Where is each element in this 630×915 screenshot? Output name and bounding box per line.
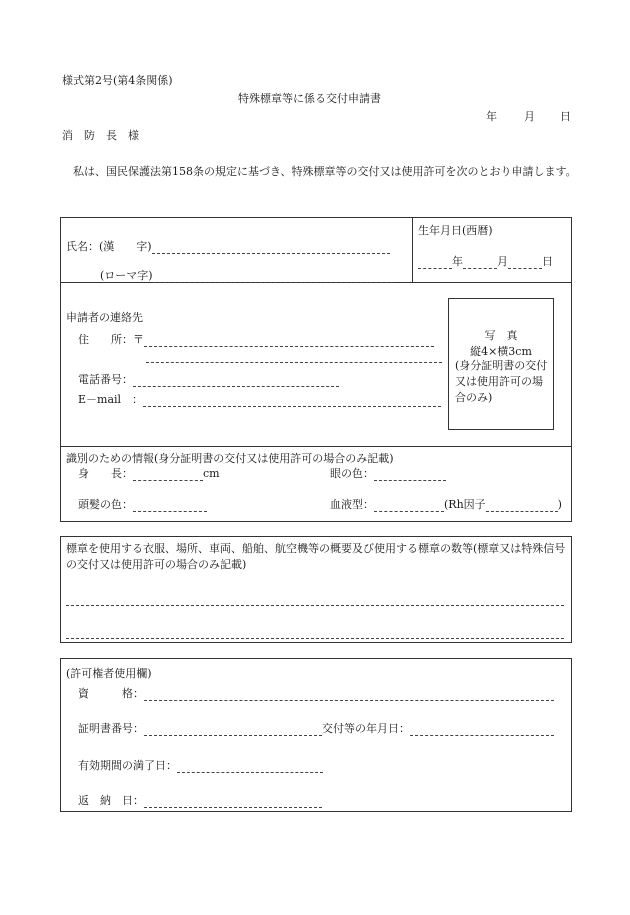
height-field[interactable] (133, 468, 203, 481)
rh-factor-label: (Rh因子 (444, 498, 486, 511)
phone-label: 電話番号： (78, 373, 133, 386)
phone-field[interactable] (133, 374, 339, 387)
return-date-label: 返 納 日： (78, 794, 144, 807)
usage-field-line2[interactable] (66, 638, 564, 639)
date-day-label: 日 (560, 110, 571, 123)
height-label: 身 長： (78, 467, 133, 480)
page-title: 特殊標章等に係る交付申請書 (238, 92, 381, 105)
rh-factor-field[interactable] (486, 499, 558, 512)
photo-title: 写 真 (484, 329, 518, 342)
dob-year-label: 年 (452, 255, 463, 268)
eye-color-label: 眼の色： (330, 467, 374, 480)
height-unit: cm (203, 467, 220, 480)
blood-type-field[interactable] (374, 499, 444, 512)
dob-year-field[interactable] (418, 256, 452, 269)
dob-month-field[interactable] (463, 256, 497, 269)
hair-color-field[interactable] (133, 499, 207, 512)
usage-section-title: 標章を使用する衣服、場所、車両、船舶、航空機等の概要及び使用する標章の数等(標章又は特殊信号の交付又は使用許可の場合のみ記載) (66, 542, 566, 571)
cert-number-field[interactable] (144, 723, 322, 736)
name-kanji-field[interactable] (152, 241, 390, 254)
date-year-label: 年 (486, 110, 497, 123)
expiry-date-label: 有効期間の満了日： (78, 759, 177, 772)
cert-number-label: 証明書番号： (78, 722, 144, 735)
address-label: 住 所：〒 (78, 333, 144, 346)
qualification-field[interactable] (144, 688, 554, 701)
dob-label: 生年月日(西暦) (418, 224, 493, 237)
date-month-label: 月 (524, 110, 535, 123)
form-number: 様式第2号(第4条関係) (62, 74, 173, 87)
address-field-line2[interactable] (146, 362, 442, 363)
usage-field-line1[interactable] (66, 605, 564, 606)
hair-color-label: 頭髪の色： (78, 498, 133, 511)
divider (60, 446, 572, 447)
return-date-field[interactable] (144, 795, 322, 808)
eye-color-field[interactable] (374, 468, 446, 481)
blood-type-label: 血液型： (330, 498, 374, 511)
contact-section-title: 申請者の連絡先 (66, 311, 143, 324)
name-kanji-label: 氏名：(漢 字) (66, 240, 152, 253)
issue-date-field[interactable] (410, 723, 554, 736)
id-section-title: 識別のための情報(身分証明書の交付又は使用許可の場合のみ記載) (66, 452, 394, 465)
rh-factor-close: ) (557, 498, 562, 511)
addressee: 消 防 長 様 (62, 129, 139, 142)
dob-day-label: 日 (542, 255, 553, 268)
qualification-label: 資 格： (78, 687, 144, 700)
authority-section-title: (許可権者使用欄) (66, 667, 152, 680)
photo-note: (身分証明書の交付又は使用許可の場合のみ) (455, 359, 548, 404)
dob-day-field[interactable] (508, 256, 542, 269)
intro-text: 私は、国民保護法第158条の規定に基づき、特殊標章等の交付又は使用許可を次のとおり申請します。 (62, 165, 577, 178)
address-field[interactable] (144, 334, 434, 347)
issue-date-label: 交付等の年月日： (322, 722, 410, 735)
divider (412, 217, 413, 282)
photo-size: 縦4×横3cm (470, 345, 532, 358)
email-label: E－mail ： (78, 393, 144, 406)
name-romaji-field[interactable] (153, 270, 393, 283)
dob-month-label: 月 (497, 255, 508, 268)
name-romaji-label: (ローマ字) (100, 269, 153, 282)
expiry-date-field[interactable] (177, 760, 323, 773)
email-field[interactable] (143, 394, 441, 407)
